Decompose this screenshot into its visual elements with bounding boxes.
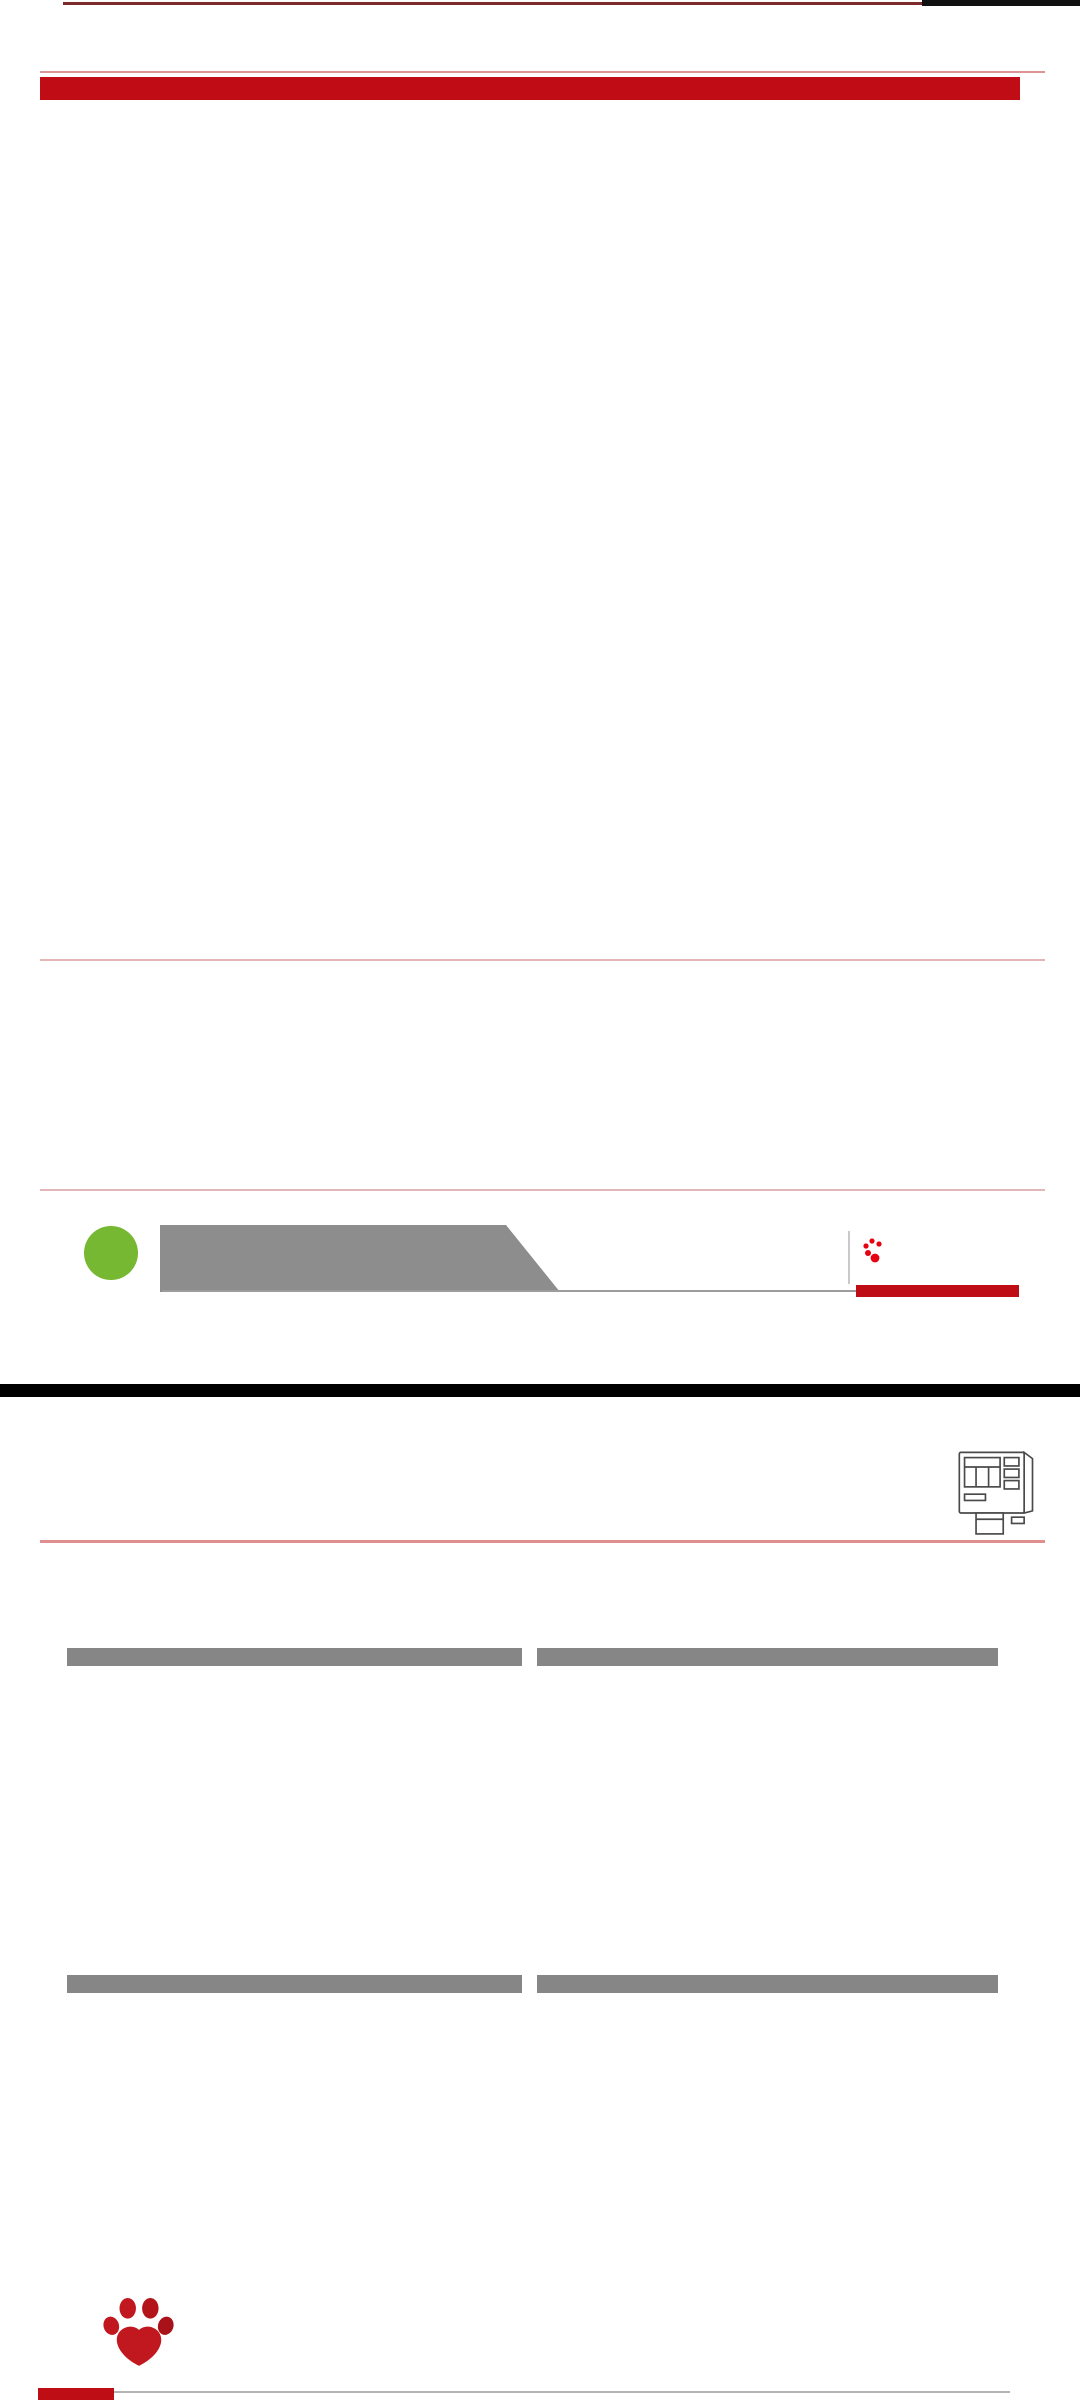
divider xyxy=(162,1290,856,1292)
results-table-header xyxy=(40,77,1020,100)
rbc-histogram-header xyxy=(67,1975,522,1993)
wbc-scattergram-header xyxy=(67,1648,522,1666)
divider xyxy=(848,1231,850,1284)
results-table xyxy=(40,77,1045,100)
diagnosis-section xyxy=(0,2300,1080,2390)
clinic-info-band xyxy=(160,1225,560,1292)
divider xyxy=(40,1189,1045,1191)
analyzer-icon xyxy=(950,1444,1046,1536)
page-top-rule-dark xyxy=(922,0,1080,6)
divider xyxy=(40,959,1045,961)
brand-red-bar xyxy=(856,1285,1019,1297)
brand-slogan-block xyxy=(515,1234,835,1243)
page-divider-bar xyxy=(0,1384,1080,1397)
next-page-header-stub xyxy=(38,2388,114,2400)
divider xyxy=(40,1540,1045,1543)
divider xyxy=(40,71,1045,73)
dr-paws-logo xyxy=(84,1226,138,1280)
wbc-histogram-header xyxy=(537,1648,998,1666)
plt-histogram-header xyxy=(537,1975,998,1993)
wbc-histogram-plot xyxy=(545,1670,1005,1960)
rbc-histogram-plot xyxy=(40,2000,520,2295)
wbc-scattergram-plot xyxy=(40,1670,540,1960)
divider xyxy=(114,2391,1010,2393)
plt-histogram-plot xyxy=(545,2000,1005,2295)
mindray-paw-icon xyxy=(860,1232,886,1274)
